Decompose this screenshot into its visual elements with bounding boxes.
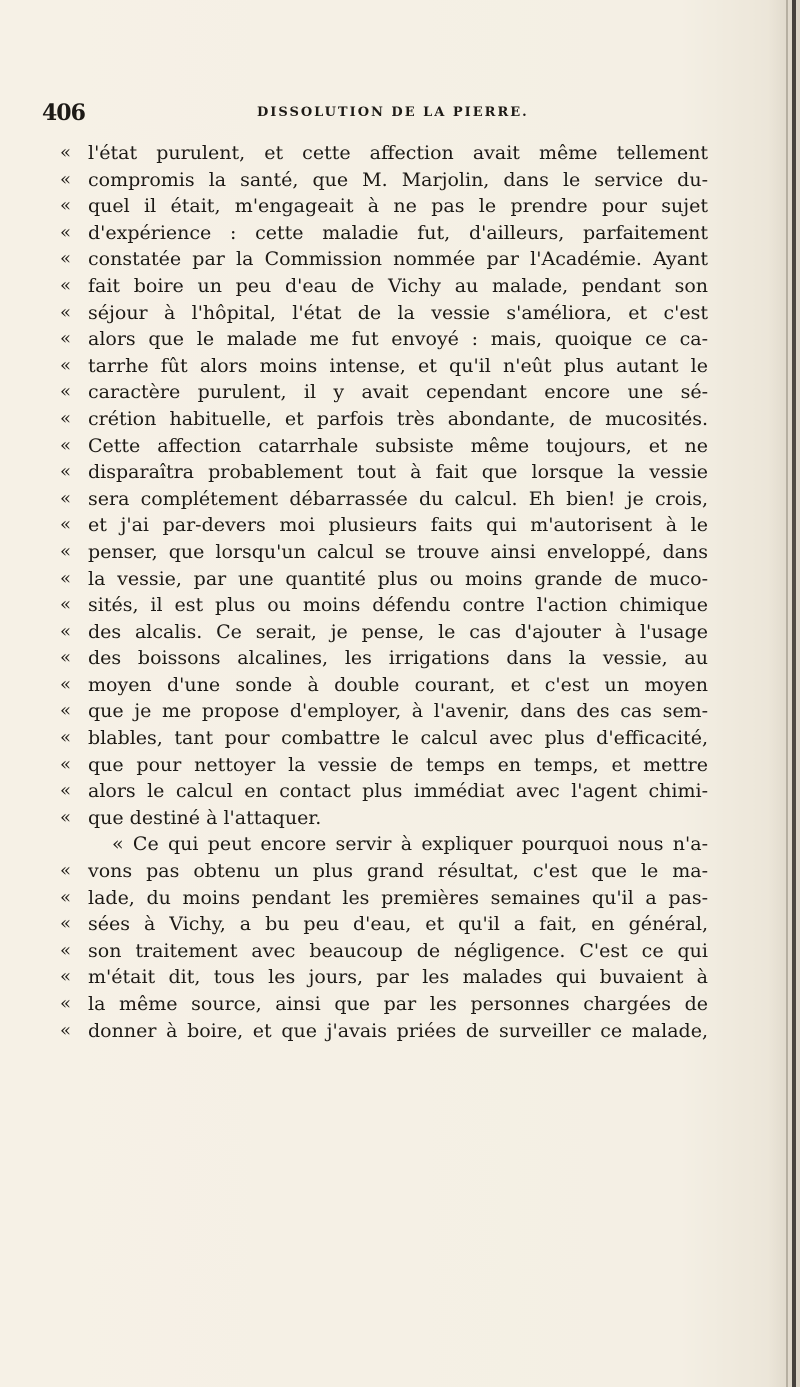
line-text: que pour nettoyer la vessie de temps en temps, et mettre <box>88 753 708 776</box>
text-line <box>60 698 708 725</box>
text-line <box>88 831 708 858</box>
quote-mark: « <box>60 354 72 376</box>
text-line <box>60 220 708 247</box>
page-header <box>42 100 742 126</box>
text-line <box>60 167 708 194</box>
quote-mark: « <box>60 301 72 323</box>
text-line <box>60 566 708 593</box>
line-text: vons pas obtenu un plus grand résultat, c'est que le ma- <box>88 860 708 883</box>
line-text: Cette affection catarrhale subsiste même toujours, et ne <box>88 434 708 457</box>
text-line <box>60 672 708 699</box>
quote-mark: « <box>60 1019 72 1041</box>
line-text: alors que le malade me fut envoyé : mais, quoique ce ca- <box>88 328 708 351</box>
text-line <box>60 938 708 965</box>
text-line <box>60 858 708 885</box>
text-line <box>60 991 708 1018</box>
text-line <box>60 353 708 380</box>
text-line <box>60 592 708 619</box>
line-text: disparaîtra probablement tout à fait que lorsque la vessie <box>88 461 708 484</box>
line-text: d'expérience : cette maladie fut, d'ailleurs, parfaitement <box>88 221 708 244</box>
line-text: quel il était, m'engageait à ne pas le prendre pour sujet <box>88 195 708 218</box>
text-line <box>60 725 708 752</box>
text-line <box>60 459 708 486</box>
page-number: 406 <box>42 100 85 126</box>
text-line <box>60 246 708 273</box>
line-text: lade, du moins pendant les premières semaines qu'il a pas- <box>88 886 708 909</box>
line-text: séjour à l'hôpital, l'état de la vessie s'améliora, et c'est <box>88 301 708 324</box>
quote-mark: « <box>60 328 72 350</box>
quote-mark: « <box>60 461 72 483</box>
line-text: la même source, ainsi que par les personnes chargées de <box>88 993 708 1015</box>
line-text: que je me propose d'employer, à l'avenir, dans des cas sem- <box>88 700 708 723</box>
text-line <box>60 645 708 672</box>
quote-mark: « <box>60 142 72 163</box>
text-line <box>60 512 708 539</box>
quote-mark: « <box>60 700 72 722</box>
line-text: des boissons alcalines, les irrigations dans la vessie, au <box>88 647 708 670</box>
quote-mark: « <box>60 407 72 429</box>
text-line <box>60 911 708 938</box>
line-text: blables, tant pour combattre le calcul avec plus d'efficacité, <box>88 727 708 750</box>
quote-mark: « <box>60 594 72 616</box>
quote-mark: « <box>60 567 72 589</box>
line-text: constatée par la Commission nommée par l'Académie. Ayant <box>88 248 708 271</box>
quote-mark: « <box>60 966 72 988</box>
text-line <box>60 300 708 327</box>
line-text: alors le calcul en contact plus immédiat avec l'agent chimi- <box>88 780 708 803</box>
line-text: donner à boire, et que j'avais priées de surveiller ce malade, <box>88 1019 708 1042</box>
text-line <box>60 619 708 646</box>
line-text: crétion habituelle, et parfois très abondante, de mucosités. <box>88 407 708 430</box>
text-line <box>60 885 708 912</box>
quote-mark: « <box>60 248 72 270</box>
text-line <box>60 778 708 805</box>
line-text: sités, il est plus ou moins défendu contre l'action chimique <box>88 594 708 617</box>
quote-mark: « <box>60 913 72 935</box>
quote-mark: « <box>60 753 72 775</box>
quote-mark: « <box>60 195 72 217</box>
text-line <box>60 433 708 460</box>
text-line <box>60 805 708 832</box>
quote-mark: « <box>60 487 72 509</box>
text-line <box>60 140 708 167</box>
text-line <box>60 752 708 779</box>
quote-mark: « <box>60 673 72 695</box>
quote-mark: « <box>60 540 72 562</box>
line-text: m'était dit, tous les jours, par les malades qui buvaient à <box>88 966 708 989</box>
line-text: fait boire un peu d'eau de Vichy au malade, pendant son <box>88 274 708 297</box>
quote-mark: « <box>60 620 72 642</box>
quote-mark: « <box>60 168 72 190</box>
line-text: penser, que lorsqu'un calcul se trouve ainsi enveloppé, dans <box>88 540 708 563</box>
text-line <box>60 193 708 220</box>
line-text: moyen d'une sonde à double courant, et c'est un moyen <box>88 673 708 696</box>
quote-mark: « <box>60 939 72 961</box>
running-title: DISSOLUTION DE LA PIERRE. <box>257 105 529 120</box>
line-text: sera complétement débarrassée du calcul. Eh bien! je crois, <box>88 487 708 510</box>
text-line <box>60 486 708 513</box>
text-line <box>60 379 708 406</box>
line-text: la vessie, par une quantité plus ou moins grande de muco- <box>88 567 708 590</box>
text-line <box>60 964 708 991</box>
line-text: que destiné à l'attaquer. <box>88 806 322 829</box>
line-text: et j'ai par-devers moi plusieurs faits qui m'autorisent à le <box>88 514 708 537</box>
quote-mark: « <box>60 434 72 456</box>
quote-mark: « <box>60 886 72 908</box>
line-text: son traitement avec beaucoup de négligence. C'est ce qui <box>88 939 708 962</box>
text-line <box>60 539 708 566</box>
quote-mark: « <box>60 780 72 802</box>
body-text <box>60 140 708 1044</box>
text-line <box>60 406 708 433</box>
page-edge <box>792 0 796 1387</box>
quote-mark: « <box>60 381 72 403</box>
quote-mark: « <box>60 274 72 296</box>
line-text: tarrhe fût alors moins intense, et qu'il n'eût plus autant le <box>88 354 708 377</box>
text-line <box>60 1018 708 1045</box>
page-edge-shadow <box>786 0 788 1387</box>
quote-mark: « <box>60 993 72 1014</box>
line-text: l'état purulent, et cette affection avait même tellement <box>88 142 708 164</box>
quote-mark: « <box>60 514 72 536</box>
line-text: compromis la santé, que M. Marjolin, dans le service du- <box>88 168 708 191</box>
quote-mark: « <box>60 221 72 243</box>
quote-mark: « <box>60 860 72 882</box>
quote-mark: « <box>60 806 72 828</box>
line-text: caractère purulent, il y avait cependant encore une sé- <box>88 381 708 404</box>
quote-mark: « <box>60 647 72 669</box>
text-line <box>60 273 708 300</box>
line-text: des alcalis. Ce serait, je pense, le cas d'ajouter à l'usage <box>88 620 708 643</box>
line-text: sées à Vichy, a bu peu d'eau, et qu'il a fait, en général, <box>88 913 708 936</box>
text-line <box>60 326 708 353</box>
line-text: « Ce qui peut encore servir à expliquer pourquoi nous n'a- <box>112 833 708 856</box>
quote-mark: « <box>60 727 72 749</box>
